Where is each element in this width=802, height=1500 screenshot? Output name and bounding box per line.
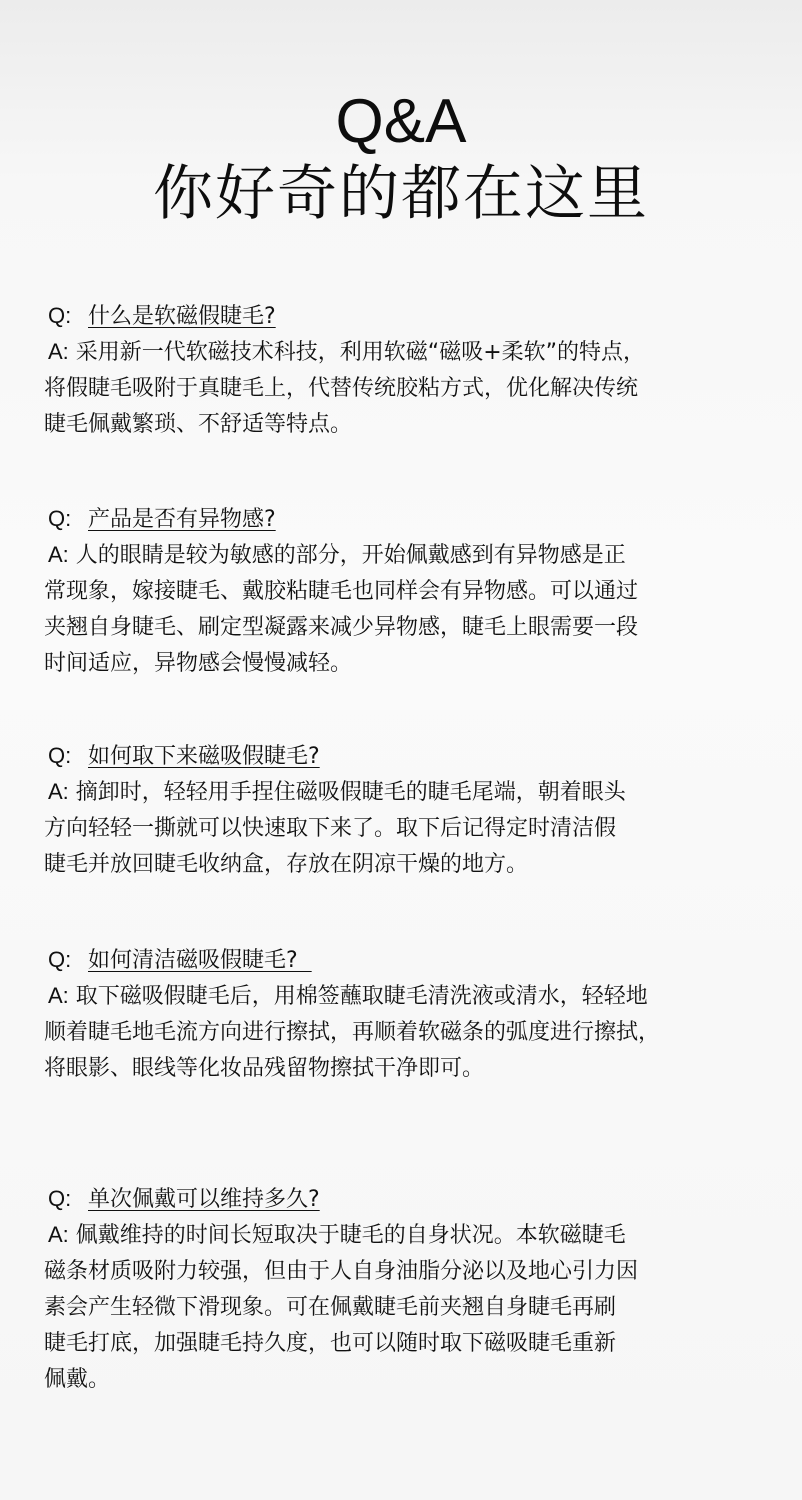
answer-line: 将假睫毛吸附于真睫毛上，代替传统胶粘方式，优化解决传统 <box>44 376 639 401</box>
question-row <box>44 502 774 537</box>
answer-label: A: <box>48 542 69 567</box>
answer-text: 取下磁吸假睫毛后，用棉签蘸取睫毛清洗液或清水，轻轻地 <box>75 984 648 1009</box>
answer-line <box>44 978 774 1015</box>
qa-item-3 <box>44 739 774 883</box>
question-label: Q: <box>48 303 72 328</box>
answer-line: 方向轻轻一撕就可以快速取下来了。取下后记得定时清洁假 <box>44 816 617 841</box>
answer-block <box>44 537 774 682</box>
question-label: Q: <box>48 1186 72 1211</box>
qa-item-5 <box>44 1182 774 1398</box>
qa-item-2 <box>44 502 774 682</box>
answer-line: 将眼影、眼线等化妆品残留物擦拭干净即可。 <box>44 1056 485 1081</box>
answer-label: A: <box>48 1222 69 1247</box>
answer-line: 素会产生轻微下滑现象。可在佩戴睫毛前夹翘自身睫毛再刷 <box>44 1295 617 1320</box>
answer-block <box>44 978 774 1087</box>
answer-line: 顺着睫毛地毛流方向进行擦拭，再顺着软磁条的弧度进行擦拭， <box>44 1020 661 1045</box>
answer-line <box>44 774 774 811</box>
answer-text: 人的眼睛是较为敏感的部分，开始佩戴感到有异物感是正 <box>75 543 626 568</box>
answer-line <box>44 1217 774 1254</box>
question-label: Q: <box>48 947 72 972</box>
answer-text: 佩戴维持的时间长短取决于睫毛的自身状况。本软磁睫毛 <box>75 1223 626 1248</box>
answer-block <box>44 774 774 883</box>
answer-label: A: <box>48 339 69 364</box>
question-text: 产品是否有异物感? <box>88 507 276 532</box>
answer-line <box>44 334 774 371</box>
question-text: 单次佩戴可以维持多久? <box>88 1187 320 1212</box>
answer-block <box>44 334 774 443</box>
answer-line: 夹翘自身睫毛、刷定型凝露来减少异物感，睫毛上眼需要一段 <box>44 615 639 640</box>
question-label: Q: <box>48 506 72 531</box>
question-text: 如何取下来磁吸假睫毛? <box>88 744 320 769</box>
answer-line: 睫毛佩戴繁琐、不舒适等特点。 <box>44 412 353 437</box>
answer-text: 摘卸时，轻轻用手捏住磁吸假睫毛的睫毛尾端，朝着眼头 <box>75 780 626 805</box>
question-row <box>44 739 774 774</box>
answer-line: 时间适应，异物感会慢慢减轻。 <box>44 651 353 676</box>
answer-line: 睫毛并放回睫毛收纳盒，存放在阴凉干燥的地方。 <box>44 852 529 877</box>
answer-line: 磁条材质吸附力较强，但由于人自身油脂分泌以及地心引力因 <box>44 1259 639 1284</box>
answer-label: A: <box>48 983 69 1008</box>
answer-line: 常现象，嫁接睫毛、戴胶粘睫毛也同样会有异物感。可以通过 <box>44 579 639 604</box>
question-label: Q: <box>48 743 72 768</box>
question-row <box>44 943 774 978</box>
question-row <box>44 1182 774 1217</box>
qa-item-1 <box>44 299 774 443</box>
page-title-en: Q&A <box>335 87 467 156</box>
answer-line <box>44 537 774 574</box>
page-title-zh: 你好奇的都在这里 <box>153 159 649 229</box>
answer-block <box>44 1217 774 1398</box>
answer-text: 采用新一代软磁技术科技，利用软磁“磁吸+柔软”的特点， <box>75 340 646 365</box>
question-text: 如何清洁磁吸假睫毛? <box>88 948 312 973</box>
question-text: 什么是软磁假睫毛? <box>88 304 276 329</box>
answer-line: 睫毛打底，加强睫毛持久度，也可以随时取下磁吸睫毛重新 <box>44 1331 617 1356</box>
question-row <box>44 299 774 334</box>
qa-item-4 <box>44 943 774 1087</box>
answer-label: A: <box>48 779 69 804</box>
answer-line: 佩戴。 <box>44 1367 111 1392</box>
page-header <box>0 88 802 232</box>
